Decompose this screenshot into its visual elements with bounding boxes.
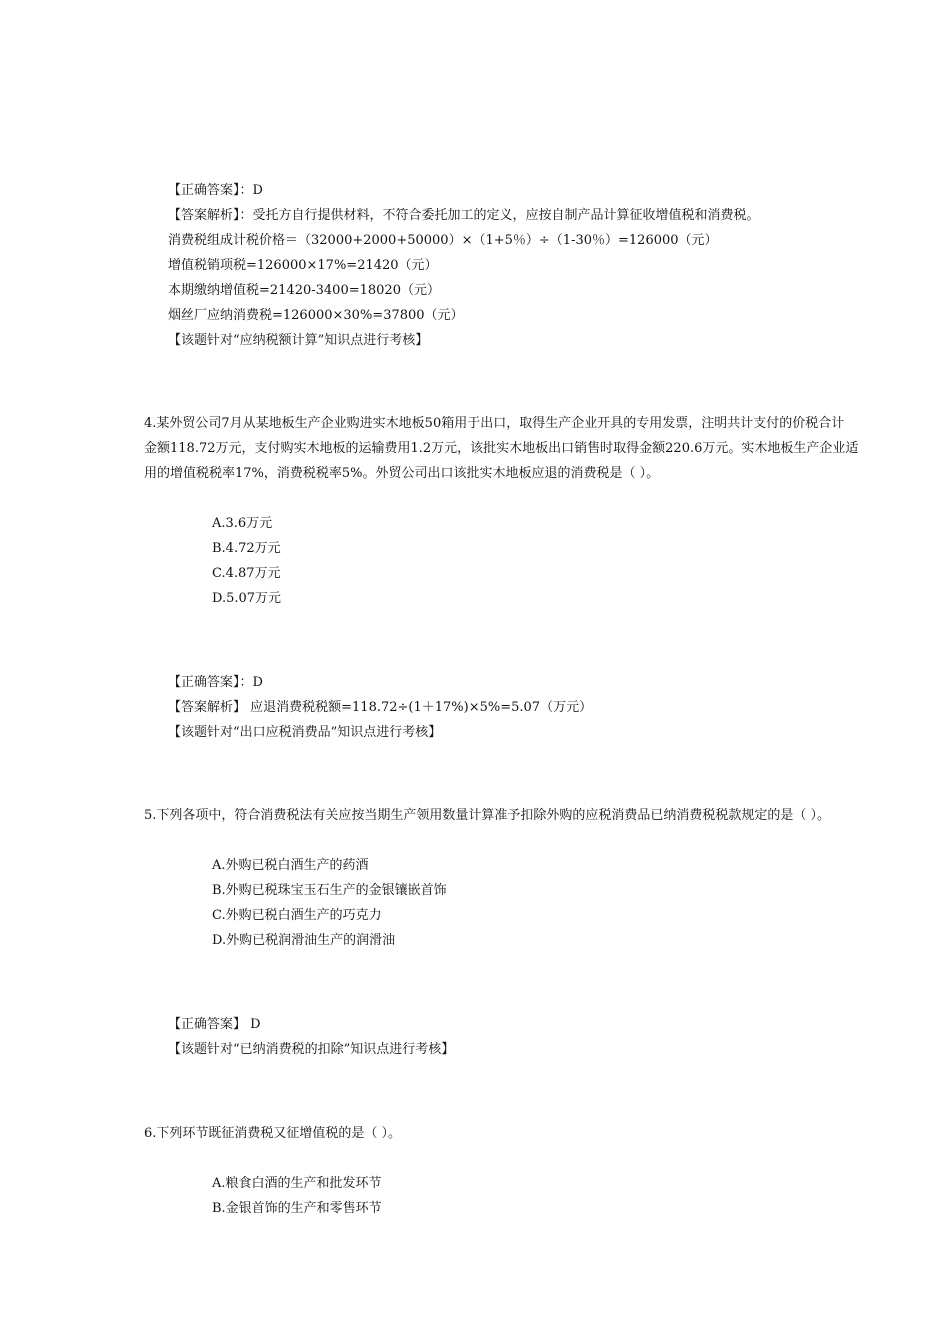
question-6-options <box>212 1171 382 1221</box>
question-4-options <box>212 511 281 611</box>
calculation-line: 增值税销项税=126000×17%=21420（元） <box>168 258 438 273</box>
question-5-options <box>212 853 447 953</box>
question-text-line: 金额118.72万元，支付购实木地板的运输费用1.2万元，该批实木地板出口销售时取得金额220.6万元。实木地板生产企业适 <box>144 441 859 456</box>
question-4-stem <box>144 411 914 486</box>
question-5-stem <box>144 803 914 828</box>
calculation-line: 烟丝厂应纳消费税=126000×30%=37800（元） <box>168 308 464 323</box>
knowledge-point-note: 【该题针对“应纳税额计算”知识点进行考核】 <box>168 333 429 348</box>
option-d: D.5.07万元 <box>212 591 282 606</box>
option-c: C.外购已税白酒生产的巧克力 <box>212 908 382 923</box>
q3-answer-block <box>168 178 760 353</box>
option-b: B.金银首饰的生产和零售环节 <box>212 1201 382 1216</box>
knowledge-point-note: 【该题针对“出口应税消费品”知识点进行考核】 <box>168 725 442 740</box>
calculation-line: 消费税组成计税价格＝（32000+2000+50000）×（1+5％）÷（1-30％）=126000（元） <box>168 233 718 248</box>
correct-answer: 【正确答案】 D <box>168 1017 261 1032</box>
correct-answer: 【正确答案】：D <box>168 675 263 690</box>
option-a: A.3.6万元 <box>212 516 273 531</box>
calculation-line: 本期缴纳增值税=21420-3400=18020（元） <box>168 283 440 298</box>
question-text-line: 4.某外贸公司7月从某地板生产企业购进实木地板50箱用于出口，取得生产企业开具的专用发票，注明共计支付的价税合计 <box>144 416 845 431</box>
correct-answer: 【正确答案】：D <box>168 183 263 198</box>
option-d: D.外购已税润滑油生产的润滑油 <box>212 933 396 948</box>
q4-answer-block <box>168 670 592 745</box>
option-a: A.粮食白酒的生产和批发环节 <box>212 1176 382 1191</box>
question-6-stem <box>144 1121 914 1146</box>
answer-explanation: 【答案解析】：受托方自行提供材料，不符合委托加工的定义，应按自制产品计算征收增值税和消费税。 <box>168 208 760 223</box>
option-c: C.4.87万元 <box>212 566 281 581</box>
knowledge-point-note: 【该题针对“已纳消费税的扣除”知识点进行考核】 <box>168 1042 455 1057</box>
question-text-line: 用的增值税税率17%，消费税税率5%。外贸公司出口该批实木地板应退的消费税是（ ）。 <box>144 466 660 481</box>
question-text-line: 6.下列环节既征消费税又征增值税的是（ ）。 <box>144 1126 402 1141</box>
option-b: B.4.72万元 <box>212 541 281 556</box>
question-text-line: 5.下列各项中，符合消费税法有关应按当期生产领用数量计算准予扣除外购的应税消费品已纳消费税税款规定的是（ ）。 <box>144 808 831 823</box>
q5-answer-block <box>168 1012 454 1062</box>
option-a: A.外购已税白酒生产的药酒 <box>212 858 369 873</box>
answer-explanation: 【答案解析】 应退消费税税额=118.72÷(1＋17%)×5%=5.07（万元） <box>168 700 593 715</box>
option-b: B.外购已税珠宝玉石生产的金银镶嵌首饰 <box>212 883 447 898</box>
